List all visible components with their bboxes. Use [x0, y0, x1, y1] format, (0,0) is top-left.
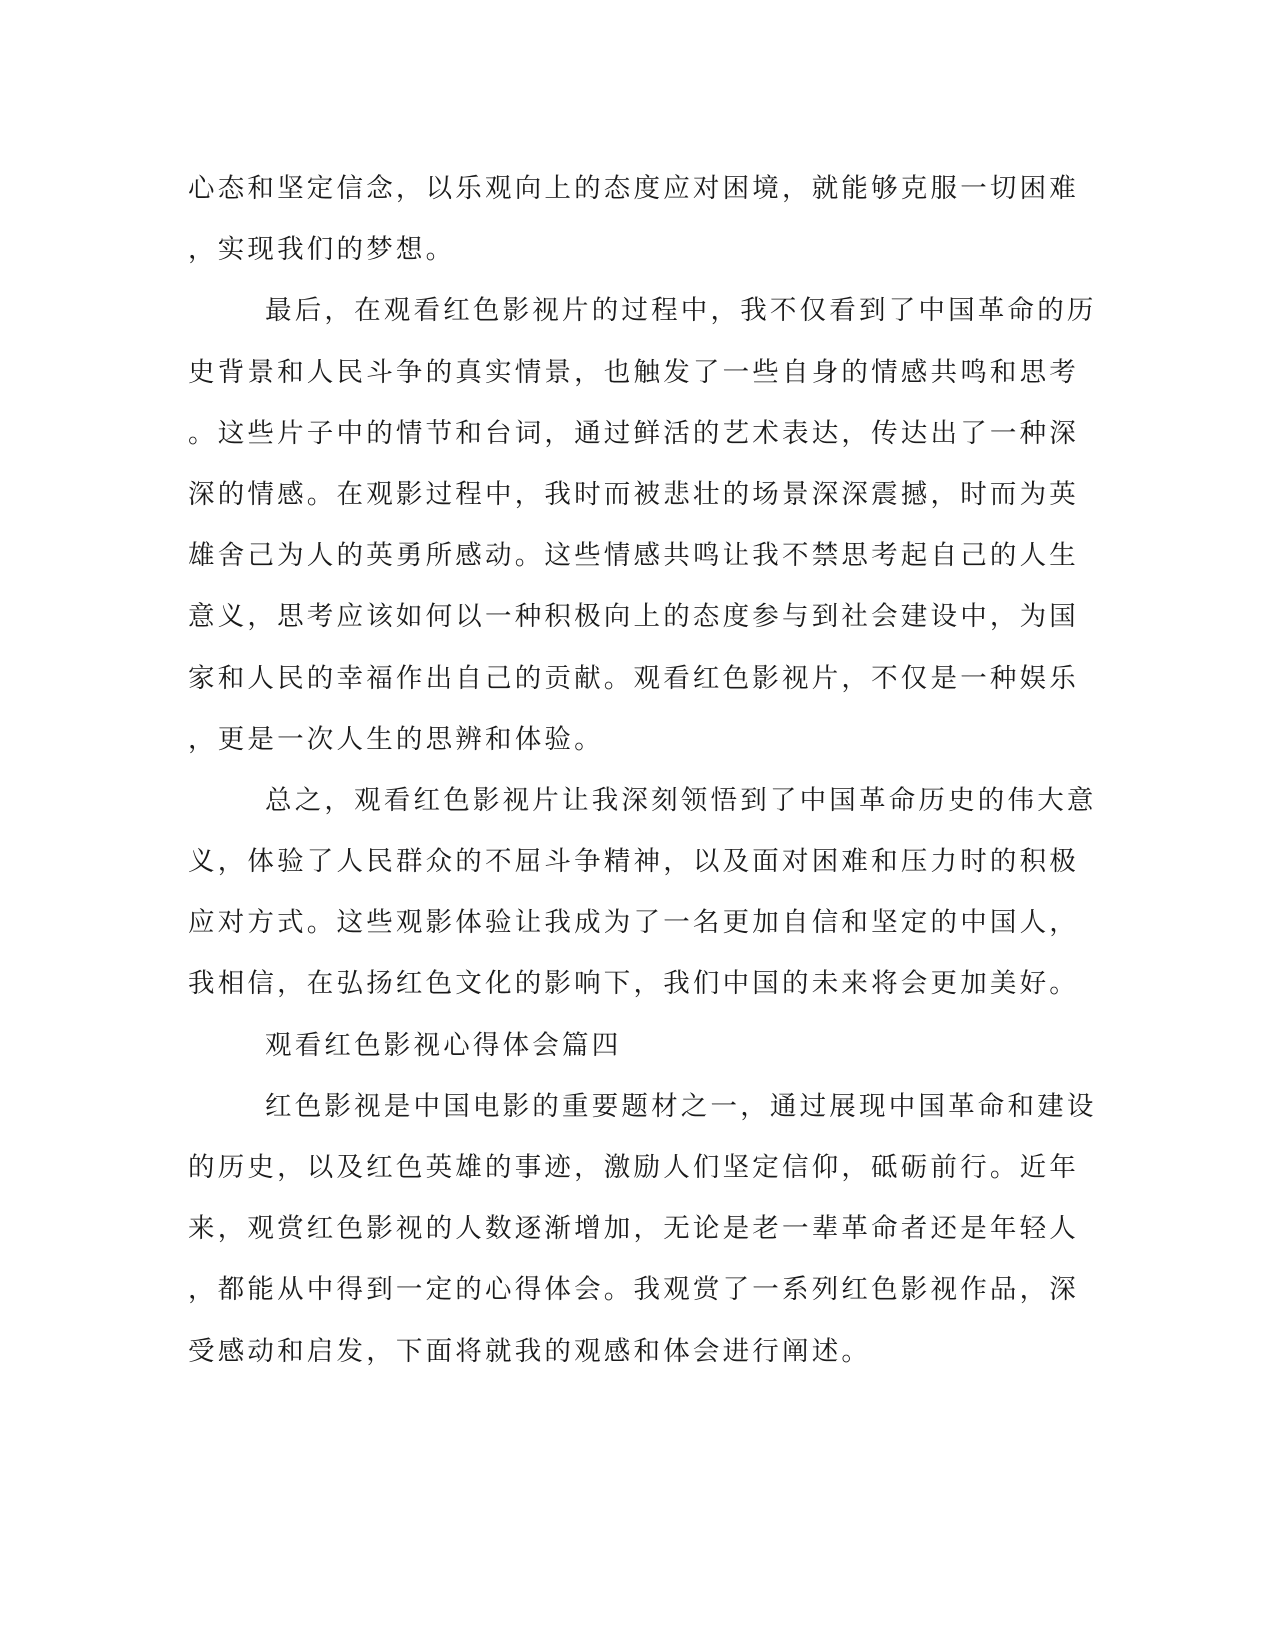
text-line: 家和人民的幸福作出自己的贡献。观看红色影视片，不仅是一种娱乐 — [188, 662, 1079, 694]
text-line: 来，观赏红色影视的人数逐渐增加，无论是老一辈革命者还是年轻人 — [188, 1213, 1079, 1245]
text-line: 最后，在观看红色影视片的过程中，我不仅看到了中国革命的历 — [265, 295, 1097, 327]
text-line: ，实现我们的梦想。 — [188, 234, 456, 266]
text-line: 意义，思考应该如何以一种积极向上的态度参与到社会建设中，为国 — [188, 601, 1079, 633]
text-line: 我相信，在弘扬红色文化的影响下，我们中国的未来将会更加美好。 — [188, 968, 1079, 1000]
text-line: 应对方式。这些观影体验让我成为了一名更加自信和坚定的中国人， — [188, 907, 1079, 939]
text-line: 义，体验了人民群众的不屈斗争精神，以及面对困难和压力时的积极 — [188, 846, 1079, 878]
section-heading: 观看红色影视心得体会篇四 — [265, 1029, 622, 1061]
text-line: 红色影视是中国电影的重要题材之一，通过展现中国革命和建设 — [265, 1090, 1097, 1122]
document-body — [188, 158, 1097, 1382]
text-line: 雄舍己为人的英勇所感动。这些情感共鸣让我不禁思考起自己的人生 — [188, 540, 1079, 572]
text-line: ，都能从中得到一定的心得体会。我观赏了一系列红色影视作品，深 — [188, 1274, 1079, 1306]
text-line: 。这些片子中的情节和台词，通过鲜活的艺术表达，传达出了一种深 — [188, 417, 1079, 449]
text-line: 深的情感。在观影过程中，我时而被悲壮的场景深深震撼，时而为英 — [188, 478, 1079, 510]
text-line: 的历史，以及红色英雄的事迹，激励人们坚定信仰，砥砺前行。近年 — [188, 1152, 1079, 1183]
text-line: 受感动和启发，下面将就我的观感和体会进行阐述。 — [188, 1335, 872, 1367]
text-line: 心态和坚定信念，以乐观向上的态度应对困境，就能够克服一切困难 — [188, 173, 1079, 204]
text-line: 史背景和人民斗争的真实情景，也触发了一些自身的情感共鸣和思考 — [188, 356, 1079, 388]
text-line: ，更是一次人生的思辨和体验。 — [188, 723, 604, 755]
text-line: 总之，观看红色影视片让我深刻领悟到了中国革命历史的伟大意 — [265, 784, 1097, 816]
